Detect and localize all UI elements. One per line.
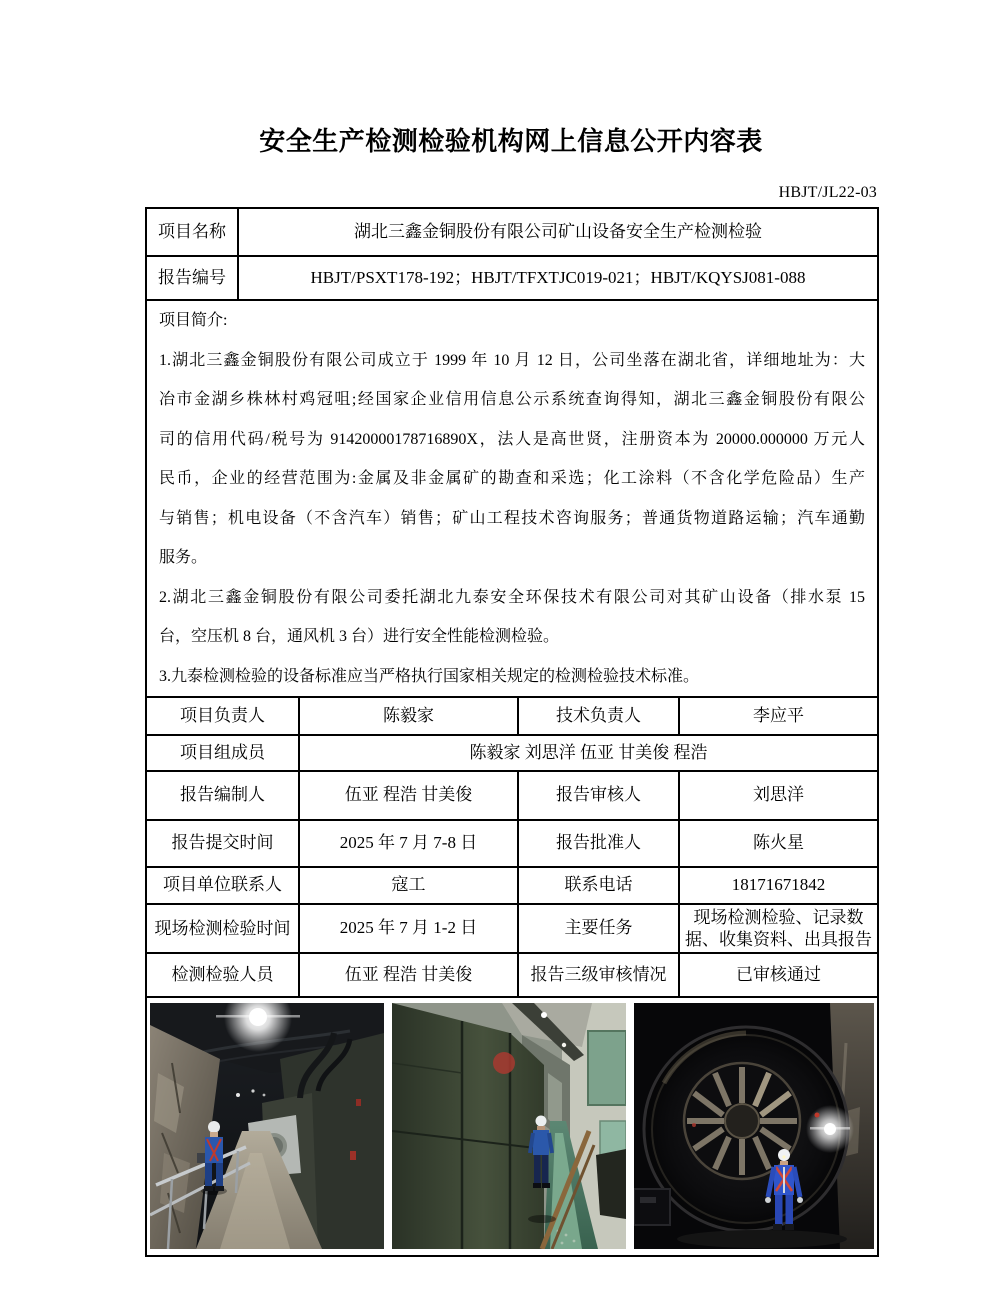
field-value: 刘思洋 [679,771,878,820]
intro-line: 2.湖北三鑫金铜股份有限公司委托湖北九泰安全环保技术有限公司对其矿山设备（排水泵 15 [159,588,865,606]
table-row [146,867,878,904]
table-row [146,300,878,697]
table-row [146,953,878,997]
intro-line: 民币，企业的经营范围为:金属及非金属矿的勘查和采选；化工涂料（不含化学危险品）生产 [159,470,865,487]
intro-line: 与销售；机电设备（不含汽车）销售；矿山工程技术咨询服务；普通货物道路运输；汽车通勤 [159,509,865,527]
field-label: 报告三级审核情况 [518,953,679,997]
intro-line: 服务。 [159,549,208,566]
photo-mine-tunnel-pumps [150,1003,384,1249]
intro-line: 冶市金湖乡株林村鸡冠咀;经国家企业信用信息公示系统查询得知，湖北三鑫金铜股份有限公 [159,391,865,408]
project-name-label: 项目名称 [146,208,238,256]
intro-line: 台，空压机 8 台，通风机 3 台）进行安全性能检测检验。 [159,628,560,645]
personnel-table [145,696,879,1257]
field-value: 已审核通过 [679,953,878,997]
field-value: 2025 年 7 月 1-2 日 [299,904,518,953]
report-no-value: HBJT/PSXT178-192；HBJT/TFXTJC019-021；HBJT/KQYSJ081-088 [238,256,878,300]
field-label: 项目单位联系人 [146,867,299,904]
field-value: 陈毅家 刘思洋 伍亚 甘美俊 程浩 [299,735,878,771]
field-label: 报告审核人 [518,771,679,820]
table-row [146,820,878,867]
doc-number: HBJT/JL22-03 [778,184,877,201]
field-label: 检测检验人员 [146,953,299,997]
report-no-label: 报告编号 [146,256,238,300]
field-label: 项目负责人 [146,697,299,735]
field-value: 现场检测检验、记录数据、收集资料、出具报告 [679,904,878,953]
field-value: 伍亚 程浩 甘美俊 [299,771,518,820]
photo-ventilation-fan-tunnel [634,1003,874,1249]
document-page [145,0,877,1313]
table-row [146,256,878,300]
intro-line: 司的信用代码/税号为 91420000178716890X，法人是高世贤，注册资本为 20000.000000 万元人 [159,430,865,448]
intro-line: 3.九泰检测检验的设备标准应当严格执行国家相关规定的检测检验技术标准。 [159,667,700,685]
intro-heading: 项目简介: [159,312,228,329]
intro-line: 1.湖北三鑫金铜股份有限公司成立于 1999 年 10 月 12 日，公司坐落在湖北省，详细地址为：大 [159,351,865,369]
field-value: 寇工 [299,867,518,904]
field-label: 主要任务 [518,904,679,953]
tables-wrapper [145,207,877,1257]
field-label: 报告提交时间 [146,820,299,867]
field-label: 报告编制人 [146,771,299,820]
field-value: 伍亚 程浩 甘美俊 [299,953,518,997]
field-value: 陈毅家 [299,697,518,735]
photo-strip [150,1003,874,1249]
field-value: 18171671842 [679,867,878,904]
field-value: 2025 年 7 月 7-8 日 [299,820,518,867]
field-label: 技术负责人 [518,697,679,735]
field-label: 报告批准人 [518,820,679,867]
table-row [146,771,878,820]
project-name-value: 湖北三鑫金铜股份有限公司矿山设备安全生产检测检验 [238,208,878,256]
project-intro-cell [146,300,878,697]
field-label: 项目组成员 [146,735,299,771]
table-row [146,997,878,1256]
page-title: 安全生产检测检验机构网上信息公开内容表 [259,127,763,156]
field-label: 现场检测检验时间 [146,904,299,953]
photo-compressor-room [392,1003,626,1249]
table-row [146,735,878,771]
field-value: 李应平 [679,697,878,735]
field-label: 联系电话 [518,867,679,904]
table-row [146,697,878,735]
table-row [146,208,878,256]
info-table [145,207,879,698]
site-photos-cell [146,997,878,1256]
table-row [146,904,878,953]
field-value: 陈火星 [679,820,878,867]
